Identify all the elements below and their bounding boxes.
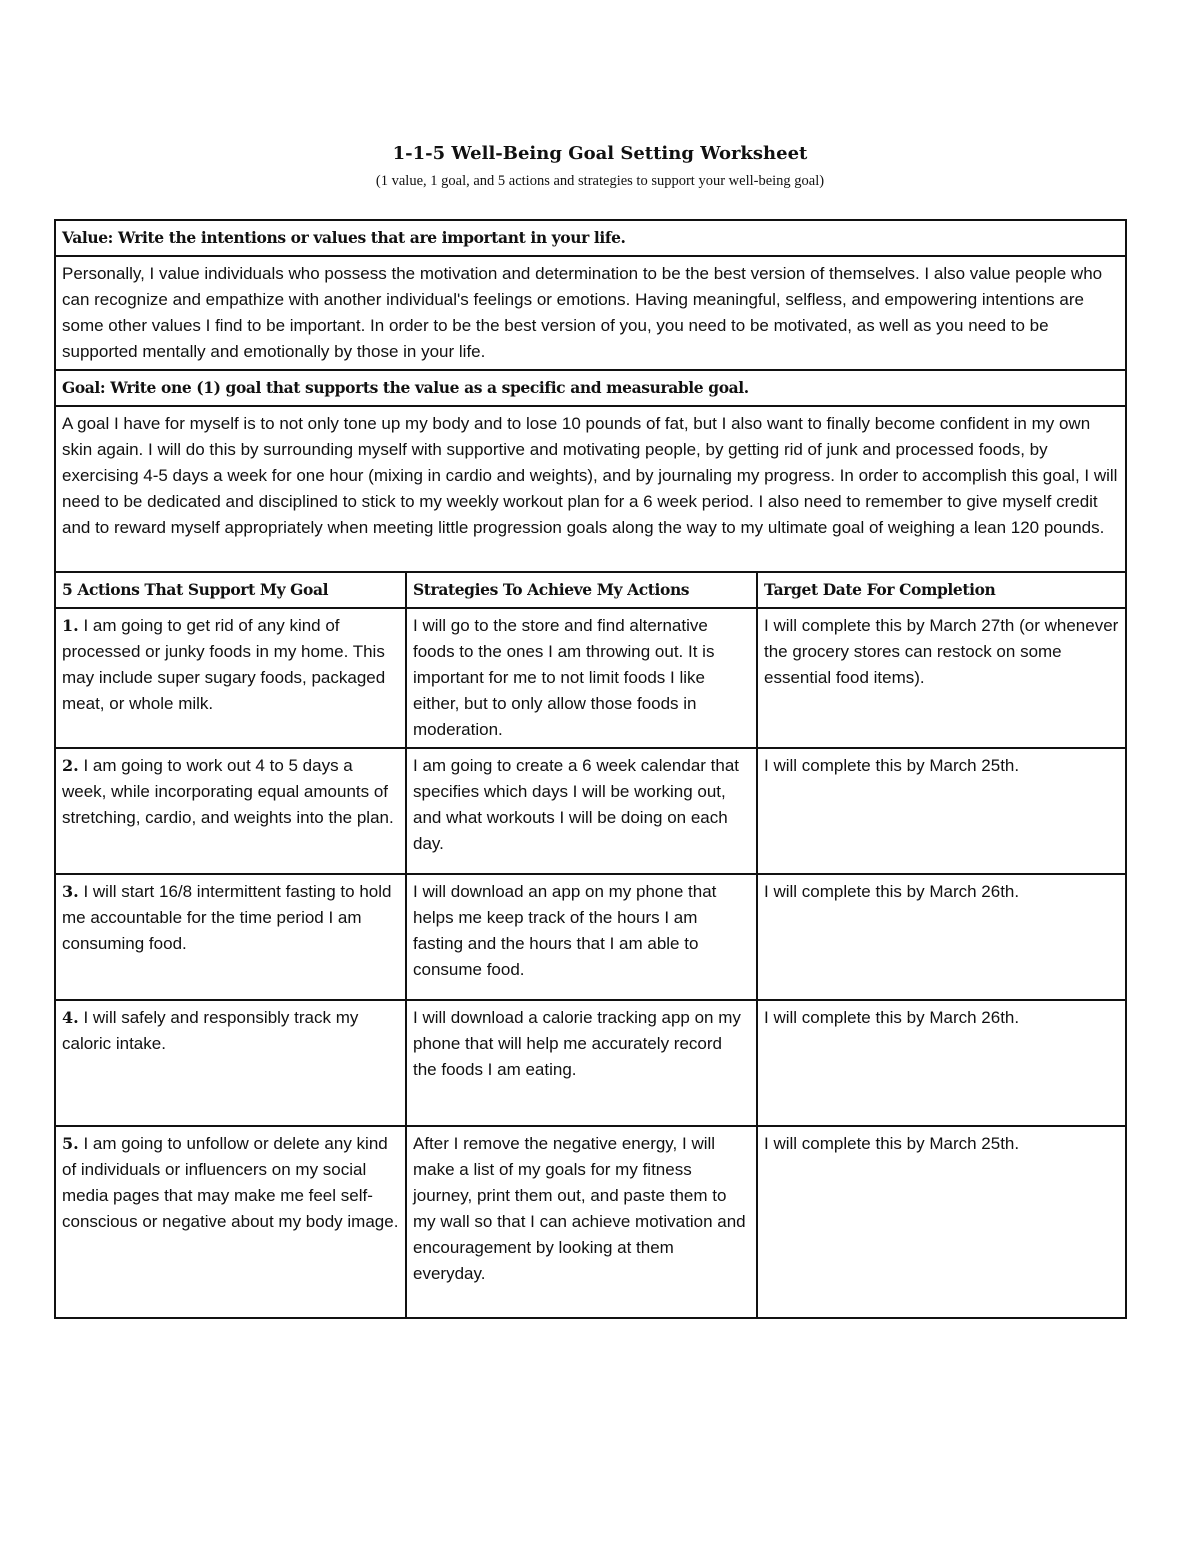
target-date-cell: I will complete this by March 26th. [757,1000,1126,1126]
goal-label-row [55,370,1126,406]
column-header-actions: 5 Actions That Support My Goal [55,572,406,608]
strategy-cell: I will download an app on my phone that helps me keep track of the hours I am fasting and the hours that I am able to consume food. [406,874,757,1000]
strategy-cell: I am going to create a 6 week calendar that specifies which days I will be working out, and what workouts I will be doing on each day. [406,748,757,874]
target-date-cell: I will complete this by March 25th. [757,748,1126,874]
strategy-cell: After I remove the negative energy, I will make a list of my goals for my fitness journey, print them out, and paste them to my wall so that I can achieve motivation and encouragement by looking at them everyday. [406,1126,757,1318]
action-cell [55,1000,406,1126]
table-row [55,608,1126,748]
value-text-row [55,256,1126,370]
action-cell [55,748,406,874]
table-row [55,1126,1126,1318]
table-header-row [55,572,1126,608]
action-cell [55,608,406,748]
goal-text: A goal I have for myself is to not only tone up my body and to lose 10 pounds of fat, but I also want to finally become confident in my own skin again. I will do this by surrounding myself with supportive and motivating people, by getting rid of junk and processed foods, by exercising 4-5 days a week for one hour (mixing in cardio and weights), and by journaling my progress. In order to accomplish this goal, I will need to be dedicated and disciplined to stick to my weekly workout plan for a 6 week period. I also need to remember to give myself credit and to reward myself appropriately when meeting little progression goals along the way to my ultimate goal of weighing a lean 120 pounds. [55,406,1126,572]
target-date-cell: I will complete this by March 25th. [757,1126,1126,1318]
column-header-strategies: Strategies To Achieve My Actions [406,572,757,608]
action-text: I will safely and responsibly track my caloric intake. [62,1008,359,1053]
action-number: 4. [62,1008,79,1027]
action-text: I am going to get rid of any kind of processed or junky foods in my home. This may include super sugary foods, packaged meat, or whole milk. [62,616,386,713]
page-subtitle: (1 value, 1 goal, and 5 actions and strategies to support your well-being goal) [375,173,825,189]
action-cell [55,1126,406,1318]
value-label-row [55,220,1126,256]
target-date-cell: I will complete this by March 26th. [757,874,1126,1000]
action-text: I will start 16/8 intermittent fasting to hold me accountable for the time period I am consuming food. [62,882,392,953]
strategy-cell: I will download a calorie tracking app on my phone that will help me accurately record the foods I am eating. [406,1000,757,1126]
target-date-cell: I will complete this by March 27th (or whenever the grocery stores can restock on some essential food items). [757,608,1126,748]
worksheet-table [54,219,1127,1319]
strategy-cell: I will go to the store and find alternative foods to the ones I am throwing out. It is important for me to not limit foods I like either, but to only allow those foods in moderation. [406,608,757,748]
value-text: Personally, I value individuals who possess the motivation and determination to be the best version of themselves. I also value people who can recognize and empathize with another individual's feelings or emotions. Having meaningful, selfless, and empowering intentions are some other values I find to be important. In order to be the best version of you, you need to be motivated, as well as you need to be supported mentally and emotionally by those in your life. [55,256,1126,370]
page-title: 1-1-5 Well-Being Goal Setting Worksheet [392,143,808,164]
table-row [55,748,1126,874]
action-number: 2. [62,756,79,775]
goal-text-row [55,406,1126,572]
action-number: 5. [62,1134,79,1153]
action-cell [55,874,406,1000]
table-row [55,874,1126,1000]
action-number: 3. [62,882,79,901]
table-row [55,1000,1126,1126]
goal-label: Goal: Write one (1) goal that supports the value as a specific and measurable goal. [55,370,1126,406]
value-label: Value: Write the intentions or values that are important in your life. [55,220,1126,256]
action-text: I am going to work out 4 to 5 days a week, while incorporating equal amounts of stretching, cardio, and weights into the plan. [62,756,394,827]
action-text: I am going to unfollow or delete any kind of individuals or influencers on my social media pages that may make me feel self-conscious or negative about my body image. [62,1134,399,1231]
column-header-target-date: Target Date For Completion [757,572,1126,608]
action-number: 1. [62,616,79,635]
